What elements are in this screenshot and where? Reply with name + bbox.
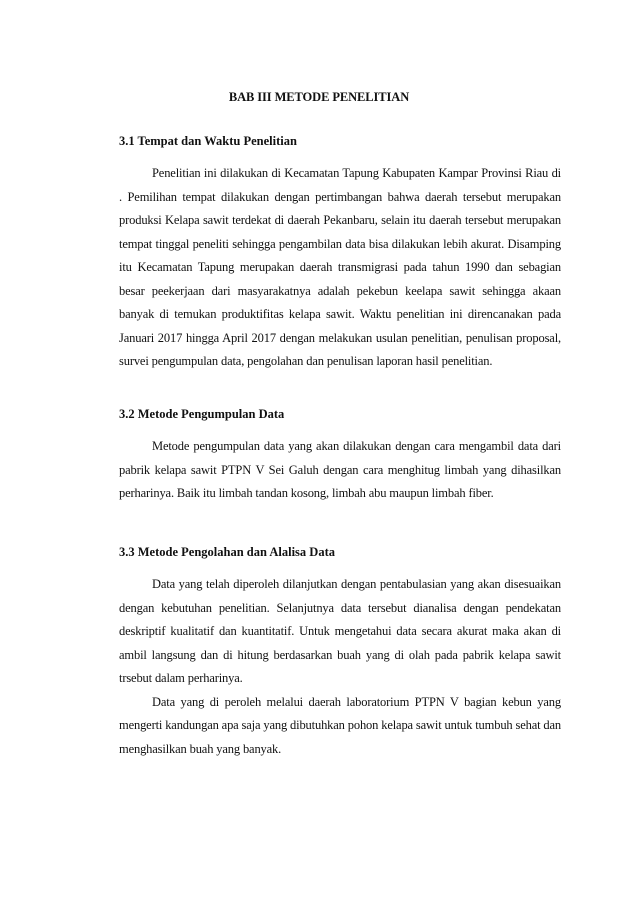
section-heading: 3.3 Metode Pengolahan dan Alalisa Data bbox=[119, 545, 335, 559]
paragraph: Metode pengumpulan data yang akan dilakukan dengan cara mengambil data dari pabrik kelapa sawit PTPN V Sei Galuh dengan cara menghitug limbah yang dihasilkan perharinya. Baik itu limbah tandan kosong, limbah abu maupun limbah fiber. bbox=[119, 439, 561, 500]
section-heading: 3.2 Metode Pengumpulan Data bbox=[119, 407, 285, 421]
paragraph: Penelitian ini dilakukan di Kecamatan Tapung Kabupaten Kampar Provinsi Riau di . Pemilihan tempat dilakukan dengan pertimbangan bahwa daerah tersebut merupakan produksi Kelapa sawit terdekat di daerah Pekanbaru, selain itu daerah tersebut merupakan tempat tinggal peneliti sehingga pengambilan data bisa dilakukan lebih akurat. Disamping itu Kecamatan Tapung merupakan daerah transmigrasi pada tahun 1990 dan sebagian besar peekerjaan dari masyarakatnya adalah pekebun keelapa sawit sehingga akaan banyak di temukan produktifitas kelapa sawit. Waktu penelitian ini direncanakan pada Januari 2017 hingga April 2017 dengan melakukan usulan penelitian, penulisan proposal, survei pengumpulan data, pengolahan dan penulisan laporan hasil penelitian. bbox=[119, 166, 561, 368]
section-heading: 3.1 Tempat dan Waktu Penelitian bbox=[119, 134, 297, 148]
section-tempat-waktu bbox=[119, 133, 561, 374]
chapter-title: BAB III METODE PENELITIAN bbox=[228, 90, 410, 104]
section-pengumpulan-data bbox=[119, 406, 561, 506]
section-pengolahan-analisa bbox=[119, 544, 561, 761]
paragraph: Data yang telah diperoleh dilanjutkan dengan pentabulasian yang akan disesuaikan dengan kebutuhan penelitian. Selanjutnya data tersebut dianalisa dengan pendekatan deskriptif kualitatif dan kuantitatif. Untuk mengetahui data secara akurat maka akan di ambil langsung dan di hitung berdasarkan buah yang di olah pada pabrik kelapa sawit trsebut dalam perharinya. bbox=[119, 577, 561, 685]
paragraph: Data yang di peroleh melalui daerah laboratorium PTPN V bagian kebun yang mengerti kandungan apa saja yang dibutuhkan pohon kelapa sawit untuk tumbuh sehat dan menghasilkan buah yang banyak. bbox=[119, 694, 561, 756]
